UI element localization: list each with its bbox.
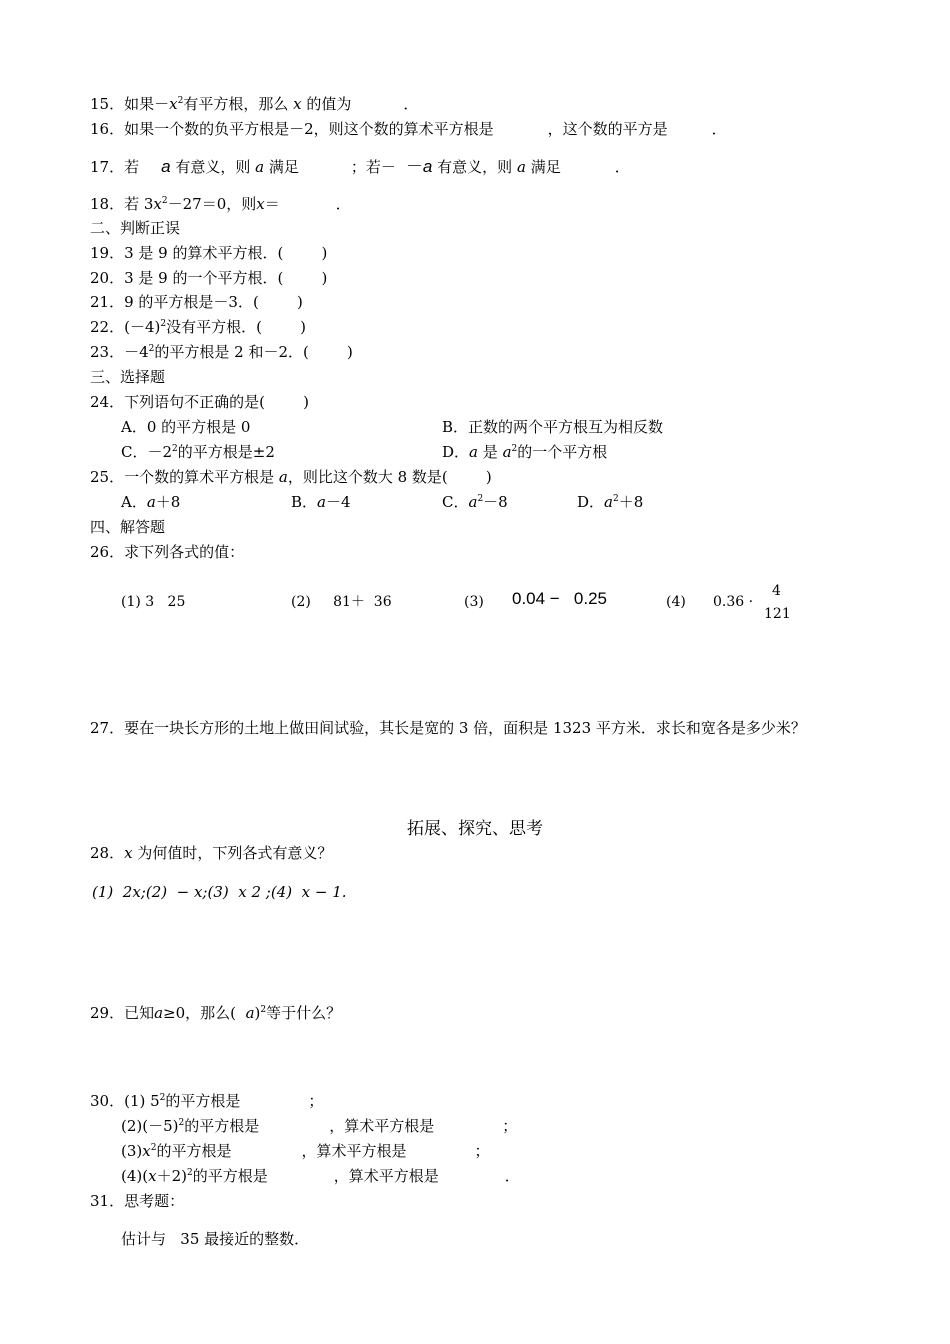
option-24-b[interactable]: B．正数的两个平方根互为相反数 <box>442 418 664 436</box>
q28-expressions: (1) 2x;(2) − x;(3) x 2 ;(4) x − 1. <box>92 883 347 901</box>
question-15: 15．如果$-x^2$有平方根，那么 x 的值为 ． <box>90 95 419 113</box>
question-24: 24．下列语句不正确的是( ) <box>90 393 309 411</box>
question-22: 22．$(-4)^2$没有平方根．( ) <box>90 318 306 336</box>
question-17: 17．若 a 有意义，则 a 满足 ；若－ －a 有意义，则 a 满足 ． <box>90 157 630 176</box>
q26-part-2: (2) 81＋ 36 <box>291 594 392 610</box>
q26-part-3-label: (3) <box>464 594 484 610</box>
question-30-part-3: $(3)x^2$的平方根是 ，算术平方根是 ； <box>121 1142 490 1160</box>
question-16: 16．如果一个数的负平方根是－2，则这个数的算术平方根是 ，这个数的平方是 ． <box>90 120 727 138</box>
question-25: 25．一个数的算术平方根是 a，则比这个数大 8 数是( ) <box>90 468 492 486</box>
question-26: 26．求下列各式的值： <box>90 543 245 561</box>
question-23: 23．$-4^2$的平方根是 2 和－2．( ) <box>90 343 353 361</box>
question-31-body: 估计与 35 最接近的整数． <box>121 1230 310 1248</box>
question-18: 18．若 $3x^2-27=0$，则x＝ ． <box>90 195 351 213</box>
q26-part-4-expr: 0.36 · <box>713 594 754 610</box>
question-30-part-2: $(2)(-5)^2$的平方根是 ，算术平方根是 ； <box>121 1117 518 1135</box>
option-25-d[interactable]: D．$a^2+8$ <box>577 493 644 511</box>
option-25-c[interactable]: C．$a^2-8$ <box>442 493 508 511</box>
question-28: 28．x 为何值时，下列各式有意义？ <box>90 844 333 862</box>
option-24-a[interactable]: A．0 的平方根是 0 <box>121 418 251 436</box>
question-27: 27．要在一块长方形的土地上做田间试验，其长是宽的 3 倍，面积是 1323 平方米．求长和宽各是多少米？ <box>90 719 806 737</box>
question-20: 20．3 是 9 的一个平方根．( ) <box>90 269 328 287</box>
option-25-b[interactable]: B．a－4 <box>291 493 351 511</box>
question-30-part-4: $(4)(x+2)^2$的平方根是 ，算术平方根是 ． <box>121 1167 520 1185</box>
fraction-denominator: 121 <box>764 606 791 622</box>
question-31: 31．思考题： <box>90 1192 185 1210</box>
section-2-heading: 二、判断正误 <box>90 219 181 237</box>
q26-part-4-label: (4) <box>666 594 686 610</box>
question-19: 19．3 是 9 的算术平方根．( ) <box>90 244 328 262</box>
section-3-heading: 三、选择题 <box>90 368 166 386</box>
question-30-part-1: 30．(1) $5^2$的平方根是 ； <box>90 1092 324 1110</box>
question-21: 21．9 的平方根是－3．( ) <box>90 293 303 311</box>
fraction-numerator: 4 <box>772 583 781 599</box>
extension-title: 拓展、探究、思考 <box>407 819 543 839</box>
option-24-c[interactable]: C．$-2^2$的平方根是±2 <box>121 443 275 461</box>
option-25-a[interactable]: A．a＋8 <box>121 493 181 511</box>
question-29: 29．已知a≥0，那么( a)$^2$等于什么？ <box>90 1004 342 1022</box>
q26-part-3-expr: 0.04 − 0.25 <box>512 589 607 608</box>
q26-part-1: (1) 3 25 <box>121 594 186 610</box>
option-24-d[interactable]: D．a 是 $a^2$的一个平方根 <box>442 443 608 461</box>
section-4-heading: 四、解答题 <box>90 518 166 536</box>
